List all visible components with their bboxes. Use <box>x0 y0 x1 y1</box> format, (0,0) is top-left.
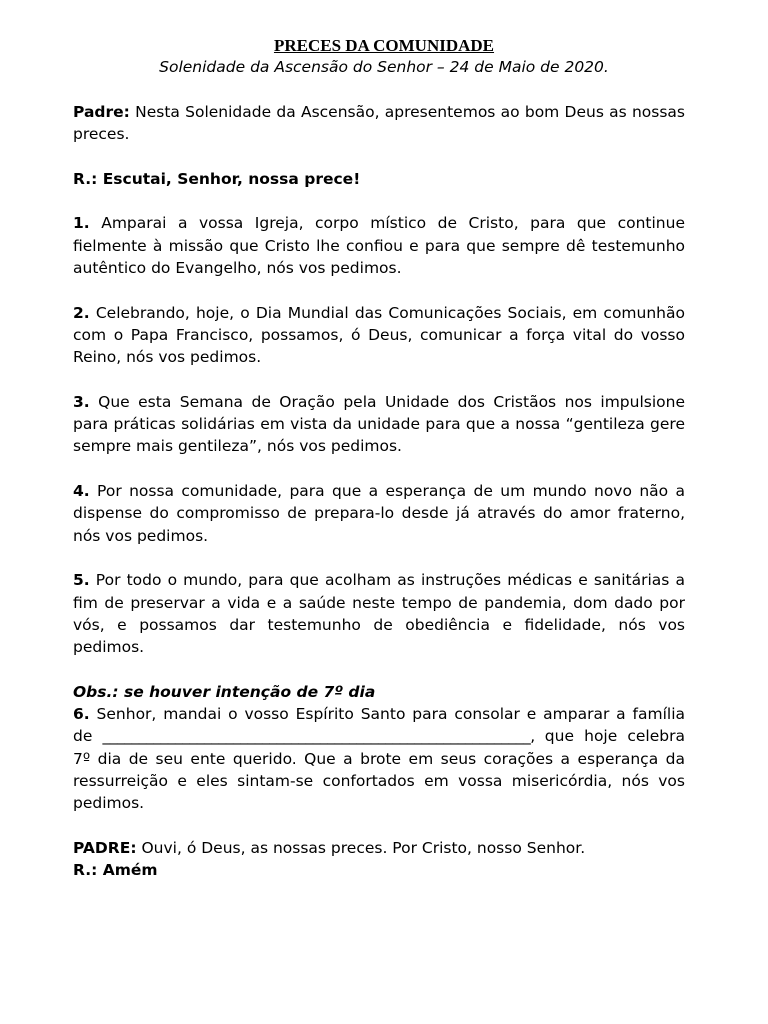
intro-label: Padre: <box>73 103 130 121</box>
name-blank-line: ___________________________________________________________, <box>102 727 535 746</box>
obs-note <box>73 681 685 703</box>
petition-number: 4. <box>73 482 90 501</box>
petition-number: 3. <box>73 392 90 411</box>
response-text: R.: Escutai, Senhor, nossa prece! <box>73 169 361 188</box>
petition-1 <box>73 212 685 279</box>
closing-text: Ouvi, ó Deus, as nossas preces. Por Cristo, nosso Senhor. <box>136 838 586 857</box>
final-response-text: R.: Amém <box>73 861 158 880</box>
petition-3 <box>73 391 685 458</box>
intro-text: Nesta Solenidade da Ascensão, apresentemos ao bom Deus as nossas preces. <box>73 103 685 144</box>
document-title: PRECES DA COMUNIDADE <box>273 36 495 55</box>
petition-number: 1. <box>73 214 90 233</box>
petition-4 <box>73 480 685 547</box>
document-subtitle: Solenidade da Ascensão do Senhor – 24 de Maio de 2020. <box>159 58 609 76</box>
petition-text-after: que hoje celebra 7º dia de seu ente querido. Que a brote em seus corações a esperança da ressurreição e eles sintam-se confortados em vossa misericórdia, nós vos pedimos. <box>73 727 685 813</box>
petition-text-before: Senhor, mandai o vosso Espírito Santo para consolar e amparar a família de <box>73 705 685 746</box>
petition-text: Por todo o mundo, para que acolham as instruções médicas e sanitárias a fim de preservar a vida e a saúde neste tempo de pandemia, dom dado por vós, e possamos dar testemunho de obediência e fidelidade, nós vos pedimos. <box>73 571 685 657</box>
petition-text: Por nossa comunidade, para que a esperança de um mundo novo não a dispense do compromisso de prepara-lo desde já através do amor fraterno, nós vos pedimos. <box>73 482 685 545</box>
petition-number: 5. <box>73 571 90 590</box>
petition-text: Amparai a vossa Igreja, corpo místico de Cristo, para que continue fielmente à missão que Cristo lhe confiou e para que sempre dê testemunho autêntico do Evangelho, nós vos pedimos. <box>73 214 685 278</box>
petition-text: Que esta Semana de Oração pela Unidade dos Cristãos nos impulsione para práticas solidárias em vista da unidade para que a nossa “gentileza gere sempre mais gentileza”, nós vos pedimos. <box>73 392 685 456</box>
closing-label: PADRE: <box>73 838 137 857</box>
petition-6 <box>73 703 685 814</box>
obs-text: Obs.: se houver intenção de 7º dia <box>73 682 376 701</box>
petition-number: 6. <box>73 705 90 724</box>
closing-paragraph <box>73 837 685 859</box>
response-line <box>73 168 685 190</box>
final-response-line <box>73 859 685 881</box>
petition-5 <box>73 569 685 658</box>
intro-paragraph <box>73 101 685 146</box>
petition-2 <box>73 302 685 369</box>
document-body <box>73 101 685 881</box>
petition-text: Celebrando, hoje, o Dia Mundial das Comunicações Sociais, em comunhão com o Papa Francisco, possamos, ó Deus, comunicar a força vital do vosso Reino, nós vos pedimos. <box>73 303 685 367</box>
petition-number: 2. <box>73 303 90 322</box>
